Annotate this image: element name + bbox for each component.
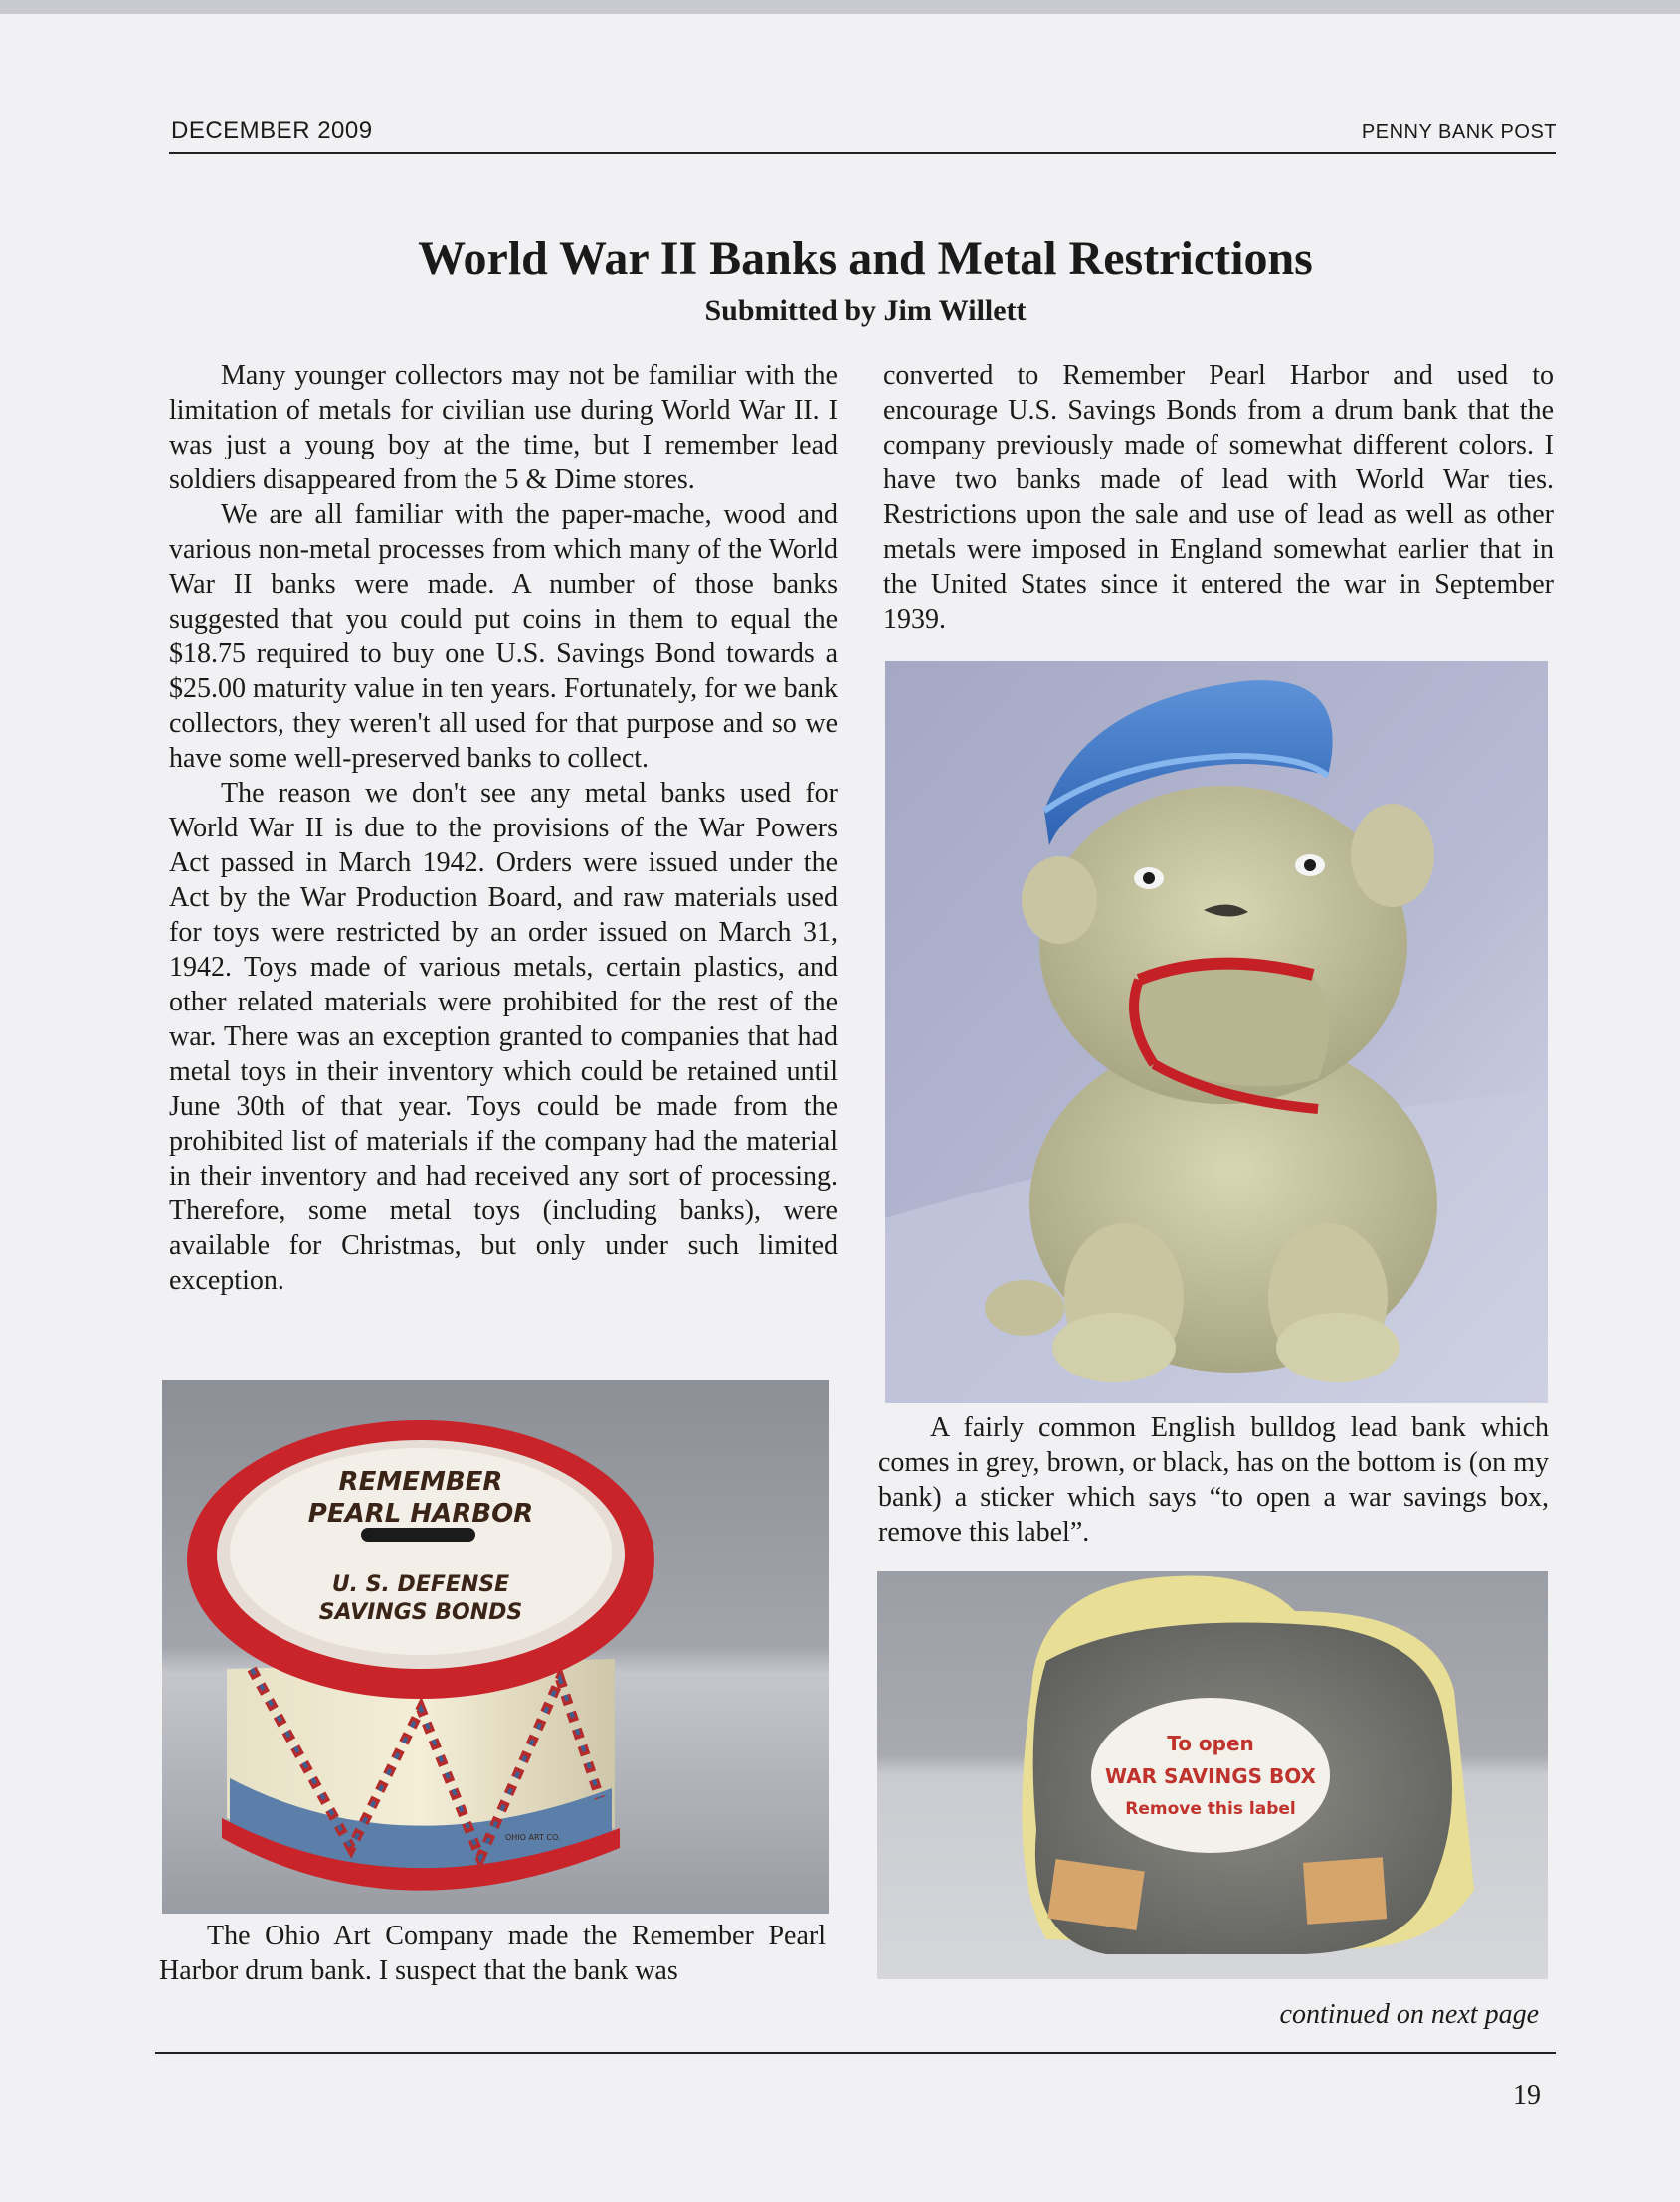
issue-date: DECEMBER 2009 xyxy=(171,117,373,144)
bulldog-bottom-sticker-photo xyxy=(877,1571,1548,1979)
sticker-text-remove-label: Remove this label xyxy=(1125,1799,1296,1819)
paragraph-1: Many younger collectors may not be familiar with the limitation of metals for civilian use during World War II. I was just a young boy at the time, but I remember lead soldiers disappeared from the 5 & Dime stores. xyxy=(169,360,838,495)
bulldog-bank-caption xyxy=(878,1410,1549,1550)
drum-maker-mark: OHIO ART CO. xyxy=(505,1833,561,1842)
header-rule xyxy=(169,152,1556,154)
lid-text-remember: REMEMBER xyxy=(338,1467,503,1497)
paragraph-3: The reason we don't see any metal banks used for World War II is due to the provisions of the War Powers Act passed in March 1942. Orders were issued under the Act by the War Production Board, and raw materials used for toys were restricted by an order issued on March 31, 1942. Toys made of various metals, certain plastics, and other related materials were prohibited for the rest of the war. There was an exception granted to companies that had metal toys in their inventory which could be retained until June 30th of that year. Toys could be made from the prohibited list of materials if the company had the material in their inventory and had received any sort of processing. Therefore, some metal toys (including banks), were available for Christmas, but only under such limited exception. xyxy=(169,778,838,1296)
bulldog-bank-photo xyxy=(885,661,1548,1403)
footer-rule xyxy=(155,2052,1556,2054)
bulldog-caption-text: A fairly common English bulldog lead bank which comes in grey, brown, or black, has on the bottom is (on my bank) a sticker which says “to open a war savings box, remove this label”. xyxy=(878,1412,1549,1548)
right-column-text xyxy=(883,358,1554,637)
lid-text-us-defense: U. S. DEFENSE xyxy=(331,1572,510,1597)
page-number: 19 xyxy=(1513,2080,1541,2110)
paragraph-2: We are all familiar with the paper-mache, wood and various non-metal processes from which many of the World War II banks were made. A number of those banks suggested that you could put coins in them to equal the $18.75 required to buy one U.S. Savings Bond towards a $25.00 maturity value in ten years. Fortunately, for we bank collectors, they weren't all used for that purpose and so we have some well-preserved banks to collect. xyxy=(169,499,838,774)
publication-name: PENNY BANK POST xyxy=(1361,121,1557,143)
drum-caption-text: The Ohio Art Company made the Remember Pearl Harbor drum bank. I suspect that the bank was xyxy=(159,1921,826,1986)
sticker-text-to-open: To open xyxy=(1167,1732,1254,1755)
lid-text-savings-bonds: SAVINGS BONDS xyxy=(318,1600,523,1625)
drum-bank-photo xyxy=(162,1380,829,1914)
continued-note: continued on next page xyxy=(1279,1999,1539,2030)
sticker-text-war-savings-box: WAR SAVINGS BOX xyxy=(1105,1764,1316,1788)
article-title: World War II Banks and Metal Restrictions xyxy=(418,232,1313,284)
scan-top-band xyxy=(0,0,1680,14)
article-byline: Submitted by Jim Willett xyxy=(704,294,1027,327)
drum-bank-caption xyxy=(159,1919,826,1988)
paragraph-continued: converted to Remember Pearl Harbor and used to encourage U.S. Savings Bonds from a drum bank that the company previously made of somewhat different colors. I have two banks made of lead with World War ties. Restrictions upon the sale and use of lead as well as other metals were imposed in England somewhat earlier that in the United States since it entered the war in September 1939. xyxy=(883,360,1554,635)
lid-text-pearl-harbor: PEARL HARBOR xyxy=(307,1499,534,1529)
left-column-text xyxy=(169,358,838,1298)
